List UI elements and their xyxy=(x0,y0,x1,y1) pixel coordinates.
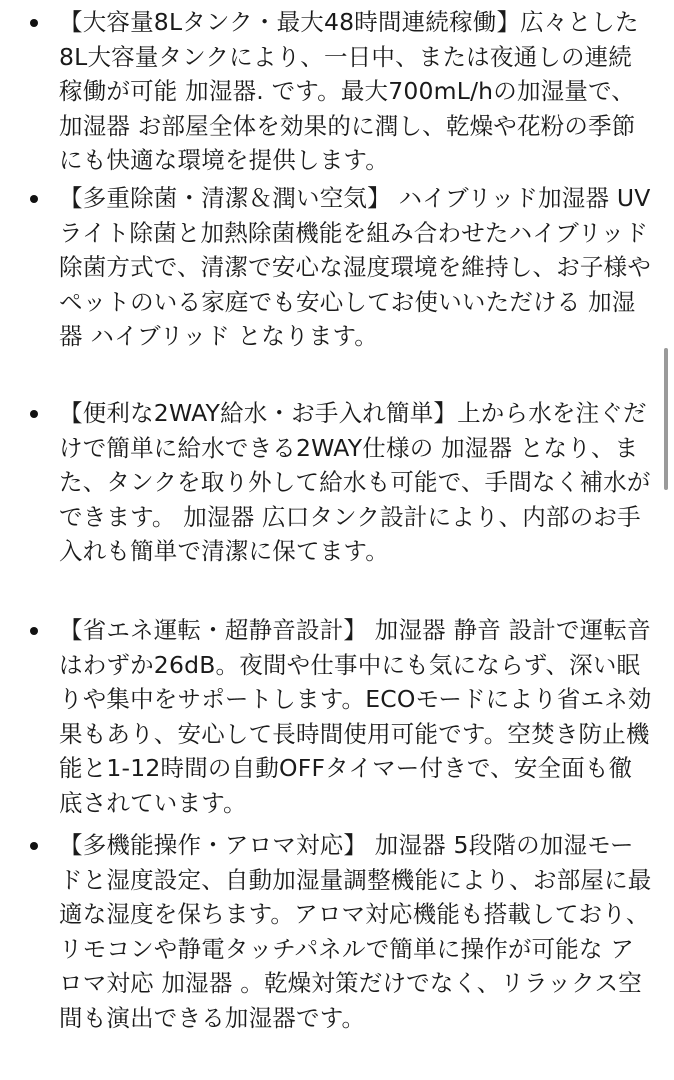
feature-text: 【便利な2WAY給水・お手入れ簡単】上から水を注ぐだけで簡単に給水できる2WAY仕様の 加湿器 となり、また、タンクを取り外して給水も可能で、手間なく補水ができます。 加湿器 広口タンク設計により、内部のお手入れも簡単で清潔に保てます。 xyxy=(59,399,651,565)
feature-text: 【多重除菌・清潔＆潤い空気】 ハイブリッド加湿器 UVライト除菌と加熱除菌機能を組み合わせたハイブリッド除菌方式で、清潔で安心な湿度環境を維持し、お子様やペットのいる家庭でも安心してお使いいただける 加湿器 ハイブリッド となります。 xyxy=(59,184,652,350)
feature-text: 【省エネ運転・超静音設計】 加湿器 静音 設計で運転音はわずか26dB。夜間や仕事中にも気にならず、深い眠りや集中をサポートします。ECOモードにより省エネ効果もあり、安心して長時間使用可能です。空焚き防止機能と1-12時間の自動OFFタイマー付きで、安全面も徹底されています。 xyxy=(59,616,652,817)
feature-text: 【多機能操作・アロマ対応】 加湿器 5段階の加湿モードと湿度設定、自動加湿量調整機能により、お部屋に最適な湿度を保ちます。アロマ対応機能も搭載しており、リモコンや静電タッチパネルで簡単に操作が可能な アロマ対応 加湿器 。乾燥対策だけでなく、リラックス空間も演出できる加湿器です。 xyxy=(59,831,652,1032)
feature-bullet-quiet-eco xyxy=(0,613,674,820)
feature-text: 【大容量8Lタンク・最大48時間連続稼働】広々とした8L大容量タンクにより、一日中、または夜通しの連続稼働が可能 加湿器. です。最大700mL/hの加湿量で、 加湿器 お部屋全体を効果的に潤し、乾燥や花粉の季節にも快適な環境を提供します。 xyxy=(59,8,639,174)
bullet-dot-icon xyxy=(30,842,38,850)
feature-bullet-sterilization xyxy=(0,181,674,354)
feature-bullet-aroma xyxy=(0,828,674,1035)
bullet-dot-icon xyxy=(30,19,38,27)
bullet-dot-icon xyxy=(30,627,38,635)
feature-bullet-capacity xyxy=(0,5,674,178)
feature-bullet-water-supply xyxy=(0,396,674,569)
bullet-dot-icon xyxy=(30,410,38,418)
scrollbar-thumb[interactable] xyxy=(664,348,668,490)
bullet-dot-icon xyxy=(30,195,38,203)
